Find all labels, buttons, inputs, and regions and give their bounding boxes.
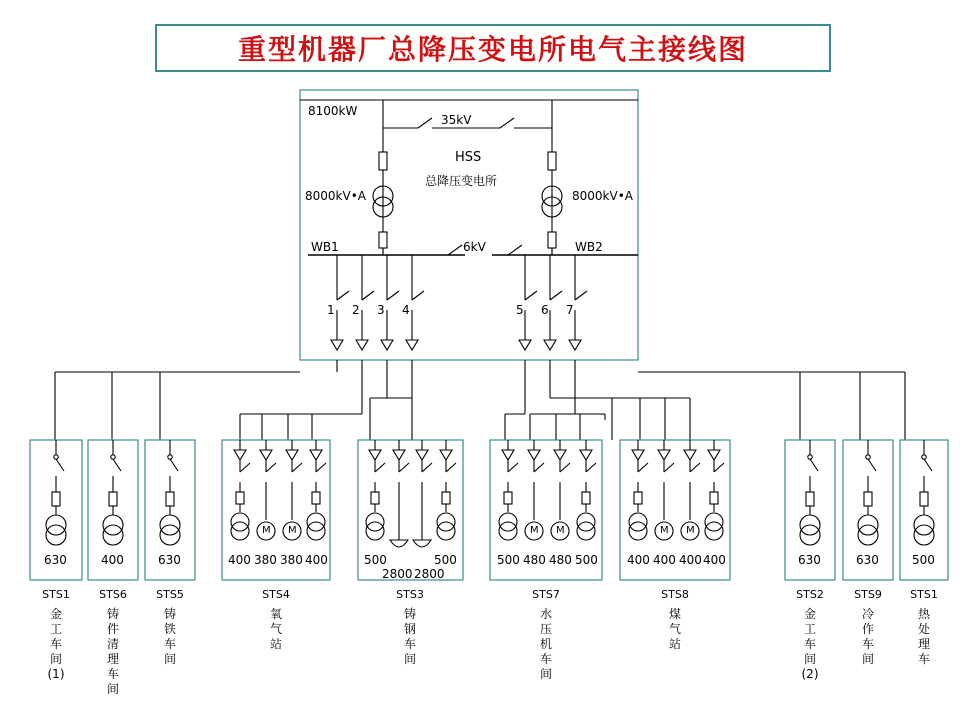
code-sts5: STS5 <box>156 588 184 601</box>
motor-sts8-1: M <box>660 525 669 536</box>
rating-sts6-1: 400 <box>101 553 124 567</box>
feeder-number-5: 5 <box>516 303 524 317</box>
rating-sts3-1: 500 <box>364 553 387 567</box>
feeder-number-6: 6 <box>541 303 549 317</box>
rating-sts4-2: 380 <box>254 553 277 567</box>
feeder-number-2: 2 <box>352 303 360 317</box>
transformer-right-rating: 8000kV•A <box>572 189 633 203</box>
motor-sts8-2: M <box>686 525 695 536</box>
name-sts1: 金 工 车 间 (1) <box>47 607 65 681</box>
station-code-label: HSS <box>455 150 482 165</box>
feeder-number-7: 7 <box>566 303 574 317</box>
code-sts1: STS1 <box>42 588 70 601</box>
furnace-sts3-2: 2800 <box>414 567 445 581</box>
rating-sts8-3: 400 <box>679 553 702 567</box>
code-sts9: STS9 <box>854 588 882 601</box>
rating-sts5-1: 630 <box>158 553 181 567</box>
name-sts2: 金 工 车 间 (2) <box>801 607 819 681</box>
rating-sts7-2: 480 <box>523 553 546 567</box>
code-sts6: STS6 <box>99 588 127 601</box>
code-sts8: STS8 <box>661 588 689 601</box>
feeder-number-1: 1 <box>327 303 335 317</box>
name-sts1b: 热 处 理 车 <box>917 607 930 666</box>
rating-sts1-1: 630 <box>44 553 67 567</box>
rating-sts3-2: 500 <box>434 553 457 567</box>
rating-sts9-1: 630 <box>856 553 879 567</box>
station-name-label: 总降压变电所 <box>425 174 498 188</box>
rating-sts8-1: 400 <box>627 553 650 567</box>
rating-sts4-4: 400 <box>305 553 328 567</box>
rating-sts7-1: 500 <box>497 553 520 567</box>
name-sts6: 铸 件 清 理 车 间 <box>106 607 119 696</box>
furnace-sts3-1: 2800 <box>382 567 413 581</box>
motor-sts4-1: M <box>262 525 271 536</box>
rating-sts7-3: 480 <box>549 553 572 567</box>
rating-sts1b-1: 500 <box>912 553 935 567</box>
feeder-number-4: 4 <box>402 303 410 317</box>
name-sts3: 铸 钢 车 间 <box>403 607 416 666</box>
rating-sts8-4: 400 <box>703 553 726 567</box>
rating-sts2-1: 630 <box>798 553 821 567</box>
motor-sts7-2: M <box>556 525 565 536</box>
transformer-left-rating: 8000kV•A <box>305 189 366 203</box>
feeder-number-3: 3 <box>377 303 385 317</box>
name-sts7: 水 压 机 车 间 <box>539 607 552 681</box>
name-sts5: 铸 铁 车 间 <box>163 607 176 666</box>
rating-sts4-1: 400 <box>228 553 251 567</box>
motor-sts4-2: M <box>288 525 297 536</box>
name-sts4: 氧 气 站 <box>269 607 282 651</box>
incoming-power-label: 8100kW <box>308 104 358 118</box>
rating-sts8-2: 400 <box>653 553 676 567</box>
name-sts9: 冷 作 车 间 <box>861 607 874 666</box>
incoming-voltage-label: 35kV <box>441 113 472 127</box>
code-sts7: STS7 <box>532 588 560 601</box>
busbar-left-label: WB1 <box>311 240 339 254</box>
code-sts3: STS3 <box>396 588 424 601</box>
rating-sts7-4: 500 <box>575 553 598 567</box>
page-title: 重型机器厂总降压变电所电气主接线图 <box>237 33 748 66</box>
bus-voltage-label: 6kV <box>463 240 486 254</box>
name-sts8: 煤 气 站 <box>668 607 681 651</box>
busbar-right-label: WB2 <box>575 240 603 254</box>
motor-sts7-1: M <box>530 525 539 536</box>
rating-sts4-3: 380 <box>280 553 303 567</box>
code-sts2: STS2 <box>796 588 824 601</box>
code-sts4: STS4 <box>262 588 290 601</box>
code-sts1b: STS1 <box>910 588 938 601</box>
